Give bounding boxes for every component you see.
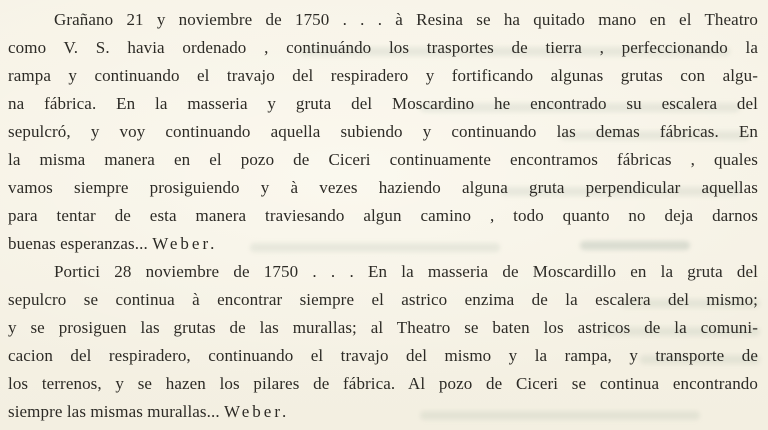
text-line: sepulcro se continua à encontrar siempre el astrico enzima de la escalera del mismo;: [8, 290, 758, 309]
text-line: la misma manera en el pozo de Ciceri continuamente encontramos fábricas , quales: [8, 150, 758, 169]
text-line: siempre las mismas murallas... Weber.: [8, 402, 290, 421]
text-line: Grañano 21 y noviembre de 1750 . . . à Resina se ha quitado mano en el Theatro: [54, 10, 758, 29]
text-line: sepulcró, y voy continuando aquella subiendo y continuando las demas fábricas. En: [8, 122, 758, 141]
signature-weber: Weber.: [224, 402, 290, 421]
text-line: na fábrica. En la masseria y gruta del Moscardino he encontrado su escalera del: [8, 94, 758, 113]
paragraph: [8, 258, 758, 426]
text-block: [8, 6, 758, 426]
paragraph: [8, 6, 758, 258]
signature-weber: Weber.: [152, 234, 218, 253]
text-line: buenas esperanzas... Weber.: [8, 234, 218, 253]
text-line: como V. S. havia ordenado , continuándo los trasportes de tierra , perfeccionando la: [8, 38, 758, 57]
text-line: los terrenos, y se hazen los pilares de fábrica. Al pozo de Ciceri se continua encontrando: [8, 374, 758, 393]
text-line: cacion del respiradero, continuando el travajo del mismo y la rampa, y transporte de: [8, 346, 758, 365]
text-line: rampa y continuando el travajo del respiradero y fortificando algunas grutas con algu-: [8, 66, 758, 85]
text-line: vamos siempre prosiguiendo y à vezes haziendo alguna gruta perpendicular aquellas: [8, 178, 758, 197]
text-line: Portici 28 noviembre de 1750 . . . En la masseria de Moscardillo en la gruta del: [54, 262, 758, 281]
text-line: para tentar de esta manera traviesando algun camino , todo quanto no deja darnos: [8, 206, 758, 225]
text-line: y se prosiguen las grutas de las murallas; al Theatro se baten los astricos de la comuni-: [8, 318, 758, 337]
